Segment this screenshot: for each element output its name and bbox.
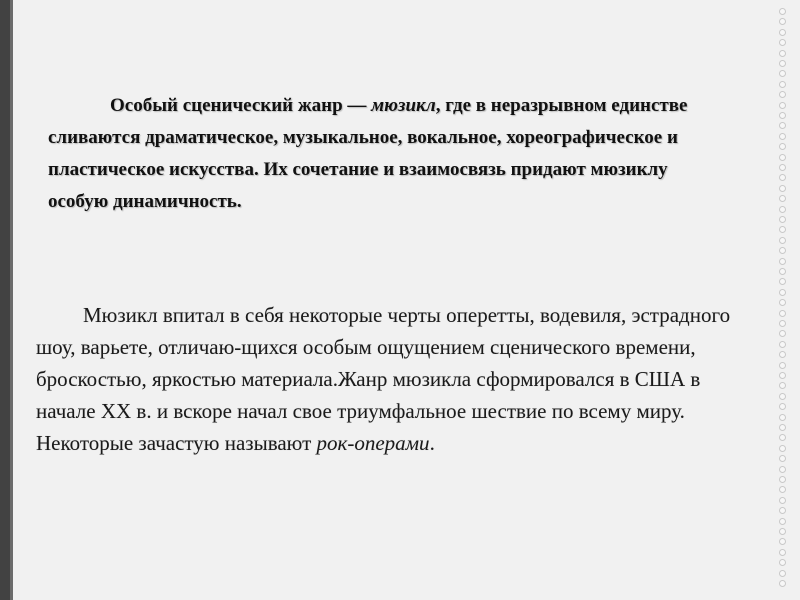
binding-dot (779, 8, 786, 15)
binding-dot (779, 362, 786, 369)
binding-dot (779, 455, 786, 462)
paragraph1-text-start: Особый сценический жанр — (110, 95, 372, 116)
binding-dot (779, 268, 786, 275)
binding-dots-decoration (776, 8, 790, 592)
binding-dot (779, 310, 786, 317)
binding-dot (779, 195, 786, 202)
binding-dot (779, 206, 786, 213)
binding-dot (779, 216, 786, 223)
binding-dot (779, 518, 786, 525)
binding-dot (779, 372, 786, 379)
binding-dot (779, 258, 786, 265)
binding-dot (779, 112, 786, 119)
binding-dot (779, 29, 786, 36)
binding-dot (779, 538, 786, 545)
binding-dot (779, 382, 786, 389)
binding-dot (779, 154, 786, 161)
binding-dot (779, 570, 786, 577)
binding-dot (779, 70, 786, 77)
paragraph1-text-end: , где в неразрывном единстве сливаются драматическое, музыкальное, вокальное, хореографическое и пластическое искусства. Их сочетание и взаимосвязь придают мюзиклу особую динамичность. (48, 95, 688, 212)
binding-dot (779, 50, 786, 57)
binding-dot (779, 497, 786, 504)
binding-dot (779, 559, 786, 566)
binding-dot (779, 81, 786, 88)
binding-dot (779, 580, 786, 587)
binding-dot (779, 39, 786, 46)
left-decorative-strip (0, 0, 10, 600)
binding-dot (779, 143, 786, 150)
binding-dot (779, 320, 786, 327)
binding-dot (779, 122, 786, 129)
binding-dot (779, 91, 786, 98)
binding-dot (779, 507, 786, 514)
binding-dot (779, 278, 786, 285)
binding-dot (779, 174, 786, 181)
binding-dot (779, 528, 786, 535)
binding-dot (779, 351, 786, 358)
binding-dot (779, 60, 786, 67)
binding-dot (779, 341, 786, 348)
binding-dot (779, 247, 786, 254)
binding-dot (779, 226, 786, 233)
binding-dot (779, 403, 786, 410)
binding-dot (779, 434, 786, 441)
left-strip-inner-edge (10, 0, 13, 600)
binding-dot (779, 330, 786, 337)
paragraph2-emphasis: рок-операми (316, 431, 430, 455)
paragraph2-text-end: . (429, 431, 435, 455)
binding-dot (779, 486, 786, 493)
binding-dot (779, 299, 786, 306)
binding-dot (779, 102, 786, 109)
binding-dot (779, 133, 786, 140)
binding-dot (779, 237, 786, 244)
paragraph-musical-definition (48, 90, 690, 218)
paragraph-musical-history (36, 299, 736, 459)
binding-dot (779, 476, 786, 483)
binding-dot (779, 393, 786, 400)
paragraph1-emphasis: мюзикл (371, 95, 436, 116)
binding-dot (779, 549, 786, 556)
binding-dot (779, 164, 786, 171)
binding-dot (779, 289, 786, 296)
binding-dot (779, 466, 786, 473)
binding-dot (779, 185, 786, 192)
binding-dot (779, 414, 786, 421)
binding-dot (779, 445, 786, 452)
binding-dot (779, 424, 786, 431)
binding-dot (779, 18, 786, 25)
paragraph2-text-start: Мюзикл впитал в себя некоторые черты оперетты, водевиля, эстрадного шоу, варьете, отличаю-щихся особым ощущением сценического времени, броскостью, яркостью материала.Жанр мюзикла сформировался в США в начале XX в. и вскоре начал свое триумфальное шествие по всему миру. Некоторые зачастую называют (36, 303, 731, 455)
